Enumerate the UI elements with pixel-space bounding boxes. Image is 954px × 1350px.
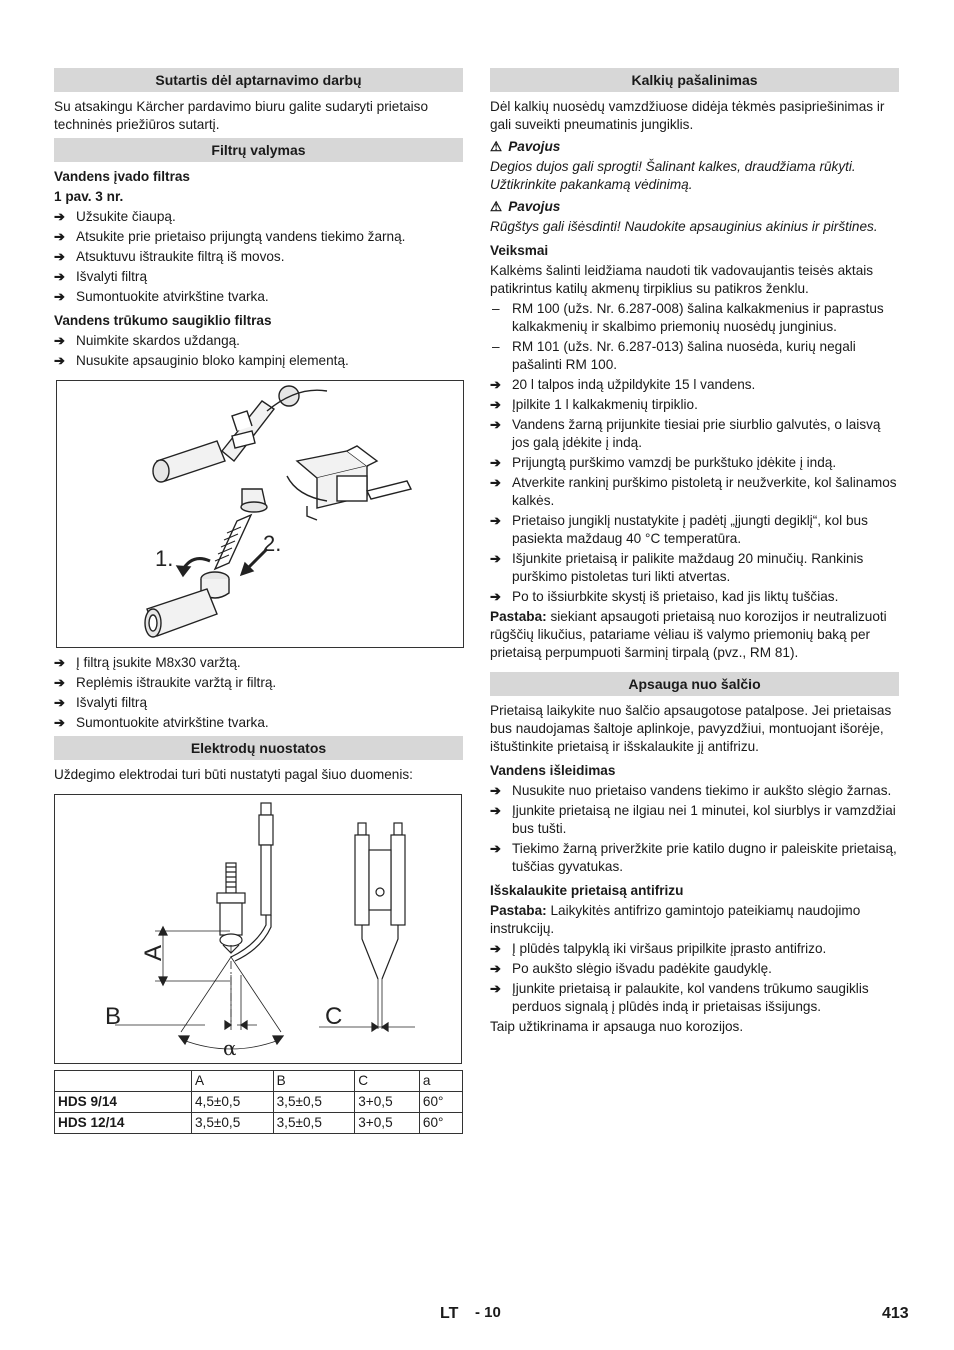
warning-triangle-icon: ⚠ (490, 139, 503, 154)
water-drain-heading: Vandens išleidimas (490, 763, 616, 778)
table-cell: 3,5±0,5 (192, 1113, 274, 1134)
step: ➔ Atverkite rankinį purškimo pistoletą ir neužverkite, kol šalinamos kalkės. (490, 474, 899, 510)
descaling-intro: Dėl kalkių nuosėdų vamzdžiuose didėja tėkmės pasipriešinimas ir gali suveikti pneumatinis jungiklis. (490, 99, 885, 132)
section-title-descaling: Kalkių pašalinimas (490, 68, 899, 92)
electrode-diagram (55, 795, 461, 1063)
note-text: Laikykitės antifrizo gamintojo pateikiamų naudojimo instrukcijų. (490, 903, 861, 936)
note-text: siekiant apsaugoti prietaisą nuo korozijos ir neutralizuoti rūgščių likučius, patariame vėliau iš valymo priemonių baką per prietaisą perpumpuoti šarminį tirpalą (pvz., RM 81). (490, 609, 887, 660)
step: ➔ Sumontuokite atvirkštine tvarka. (54, 714, 463, 732)
note-label: Pastaba: (490, 609, 547, 624)
table-header-cell: C (355, 1071, 420, 1092)
figure-label-1: 1. (155, 546, 174, 571)
section-title-filter-cleaning: Filtrų valymas (54, 138, 463, 162)
table-cell: HDS 9/14 (55, 1092, 192, 1113)
filter-figure (56, 380, 464, 648)
page-number: 413 (882, 1305, 909, 1322)
table-cell: HDS 12/14 (55, 1113, 192, 1134)
section-title-electrodes: Elektrodų nuostatos (54, 736, 463, 760)
step: ➔ Prietaiso jungiklį nustatykite į padėtį „įjungti degiklį“, kol bus pasiekta maždaug 40 °C temperatūra. (490, 512, 899, 548)
water-shortage-filter-heading: Vandens trūkumo saugiklio filtras (54, 313, 272, 328)
dash-item: – RM 100 (užs. Nr. 6.287-008) šalina kalkakmenius ir paprastus kalkakmenių ir skalbimo priemonių nuosėdų junginius. (490, 300, 899, 336)
warning-label: Pavojus (508, 199, 561, 214)
danger-warning-1 (490, 138, 899, 156)
section-title-frost-protection: Apsauga nuo šalčio (490, 672, 899, 696)
dash-item: – RM 101 (užs. Nr. 6.287-013) šalina nuosėda, kurių negali pašalinti RM 100. (490, 338, 899, 374)
step: ➔ 20 l talpos indą užpildykite 15 l vandens. (490, 376, 899, 394)
note-label: Pastaba: (490, 903, 547, 918)
figure-label-2: 2. (263, 531, 282, 556)
step: ➔ Išvalyti filtrą (54, 268, 463, 286)
service-contract-text: Su atsakingu Kärcher pardavimo biuru galite sudaryti prietaiso techninės priežiūros sutartį. (54, 99, 429, 132)
footer-language: LT (440, 1305, 459, 1322)
step: ➔ Replėmis ištraukite varžtą ir filtrą. (54, 674, 463, 692)
dimension-label-b: B (105, 1003, 122, 1030)
table-row (55, 1092, 463, 1113)
table-cell: 60° (419, 1092, 462, 1113)
step: ➔ Prijungtą purškimo vamzdį be purkštuko įdėkite į indą. (490, 454, 899, 472)
actions-intro: Kalkėms šalinti leidžiama naudoti tik vadovaujantis teisės aktais patikrintus katilų akmenų tirpiklius su patikros ženklu. (490, 263, 874, 296)
step: ➔ Įpilkite 1 l kalkakmenių tirpiklio. (490, 396, 899, 414)
step: ➔ Įjunkite prietaisą ne ilgiau nei 1 minutei, kol siurblys ir vamzdžiai bus tušti. (490, 802, 899, 838)
table-cell: 3+0,5 (355, 1113, 420, 1134)
step: ➔ Po aukšto slėgio išvadu padėkite gaudyklę. (490, 960, 899, 978)
danger-warning-2 (490, 198, 899, 216)
filter-illustration (57, 381, 463, 647)
warning-triangle-icon: ⚠ (490, 199, 503, 214)
step: ➔ Po to išsiurbkite skystį iš prietaiso, kad jis liktų tuščias. (490, 588, 899, 606)
step: ➔ Užsukite čiaupą. (54, 208, 463, 226)
dimension-label-c: C (325, 1003, 343, 1030)
table-cell: 4,5±0,5 (192, 1092, 274, 1113)
dimension-label-a: A (140, 944, 167, 961)
table-header-row (55, 1071, 463, 1092)
descaling-note (490, 608, 899, 662)
step: ➔ Atsuktuvu ištraukite filtrą iš movos. (54, 248, 463, 266)
frost-outro: Taip užtikrinama ir apsauga nuo korozijos. (490, 1019, 744, 1034)
warning-text-2: Rūgštys gali išėsdinti! Naudokite apsauginius akinius ir pirštines. (490, 219, 878, 234)
left-column (54, 68, 463, 1134)
step: ➔ Nuimkite skardos uždangą. (54, 332, 463, 350)
step: ➔ Nusukite nuo prietaiso vandens tiekimo ir aukšto slėgio žarnas. (490, 782, 899, 800)
actions-heading: Veiksmai (490, 243, 549, 258)
antifreeze-heading: Išskalaukite prietaisą antifrizu (490, 883, 684, 898)
table-cell: 60° (419, 1113, 462, 1134)
section-title-service-contract: Sutartis dėl aptarnavimo darbų (54, 68, 463, 92)
step: ➔ Įjunkite prietaisą ir palaukite, kol vandens trūkumo saugiklis perduos signalą į plūdės indą ir prietaisas išsijungs. (490, 980, 899, 1016)
step: ➔ Išjunkite prietaisą ir palikite maždaug 20 minučių. Rankinis purškimo pistoletas turi likti atvertas. (490, 550, 899, 586)
step: ➔ Į filtrą įsukite M8x30 varžtą. (54, 654, 463, 672)
table-cell: 3+0,5 (355, 1092, 420, 1113)
step: ➔ Vandens žarną prijunkite tiesiai prie siurblio galvutės, o laisvą jos galą įdėkite į indą. (490, 416, 899, 452)
table-cell: 3,5±0,5 (273, 1092, 355, 1113)
right-column (490, 68, 899, 1038)
step: ➔ Tiekimo žarną priveržkite prie katilo dugno ir paleiskite prietaisą, tuščias gyvatukas. (490, 840, 899, 876)
antifreeze-note (490, 902, 899, 938)
inlet-filter-heading: Vandens įvado filtras (54, 169, 190, 184)
figure-reference: 1 pav. 3 nr. (54, 189, 124, 204)
step: ➔ Nusukite apsauginio bloko kampinį elementą. (54, 352, 463, 370)
table-header-cell: a (419, 1071, 462, 1092)
step: ➔ Sumontuokite atvirkštine tvarka. (54, 288, 463, 306)
table-row (55, 1113, 463, 1134)
table-header-cell: A (192, 1071, 274, 1092)
frost-intro: Prietaisą laikykite nuo šalčio apsaugotose patalpose. Jei prietaisas bus naudojamas šaltoje aplinkoje, pavyzdžiui, montuojant išorėje, ištuštinkite prietaisą ir išskalaukite jį antifrizu. (490, 703, 892, 754)
footer-section-page: - 10 (475, 1304, 501, 1321)
table-cell: 3,5±0,5 (273, 1113, 355, 1134)
table-header-cell: B (273, 1071, 355, 1092)
electrodes-text: Uždegimo elektrodai turi būti nustatyti pagal šiuo duomenis: (54, 767, 413, 782)
warning-label: Pavojus (508, 139, 561, 154)
step: ➔ Atsukite prie prietaiso prijungtą vandens tiekimo žarną. (54, 228, 463, 246)
angle-label-alpha: α (223, 1036, 237, 1060)
inlet-filter-steps (54, 208, 463, 306)
warning-text-1: Degios dujos gali sprogti! Šalinant kalkes, draudžiama rūkyti. Užtikrinkite pakankamą vėdinimą. (490, 159, 856, 192)
step: ➔ Išvalyti filtrą (54, 694, 463, 712)
table-header-cell (55, 1071, 192, 1092)
step: ➔ Į plūdės talpyklą iki viršaus pripilkite įprasto antifrizo. (490, 940, 899, 958)
electrode-figure (54, 794, 462, 1064)
electrode-settings-table (54, 1070, 463, 1134)
